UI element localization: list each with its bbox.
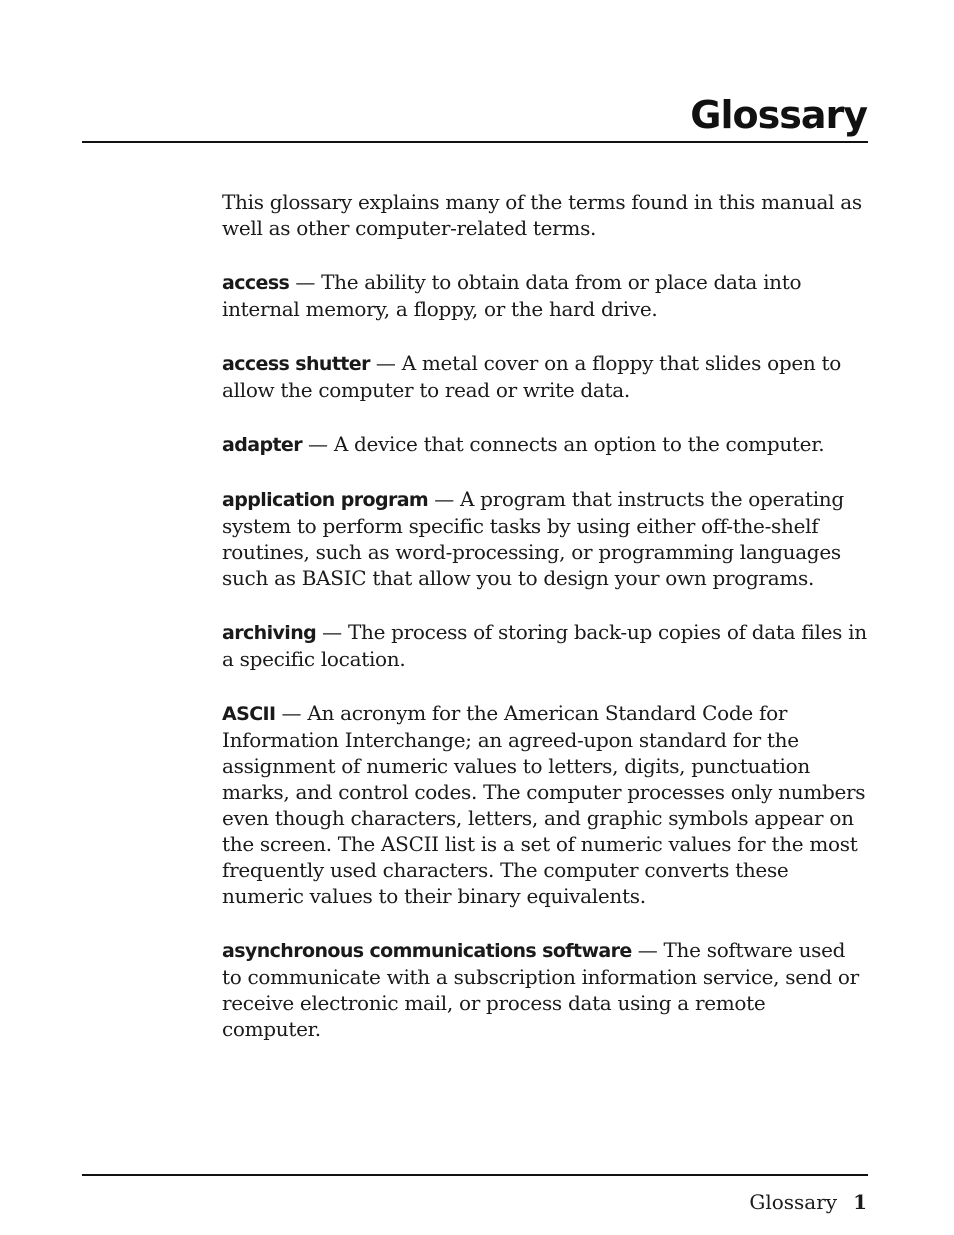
entry-definition: A device that connects an option to the computer. [333,432,825,456]
entry-definition: The ability to obtain data from or place data into internal memory, a floppy, or the hard drive. [222,270,802,321]
glossary-entry [222,700,867,909]
footer-label: Glossary [749,1190,838,1214]
entry-definition: An acronym for the American Standard Code for Information Interchange; an agreed-upon standard for the assignment of numeric values to letters, digits, punctuation marks, and control codes. The computer processes only numbers even though characters, letters, and graphic symbols appear on the screen. The ASCII list is a set of numeric values for the most frequently used characters. The computer converts these numeric values to their binary equivalents. [222,701,866,908]
glossary-entry [222,269,867,322]
entry-separator: — [275,701,308,725]
entry-term: ASCII [222,703,276,725]
entry-definition: The process of storing back-up copies of data files in a specific location. [222,620,867,671]
page-number: 1 [853,1190,867,1214]
entry-term: application program [222,489,429,511]
entry-separator: — [369,351,402,375]
glossary-entry [222,619,867,672]
entry-definition: A metal cover on a floppy that slides open to allow the computer to read or write data. [222,351,842,402]
entry-separator: — [289,270,322,294]
header-rule [82,141,868,143]
footer-rule [82,1174,868,1176]
entry-definition: A program that instructs the operating system to perform specific tasks by using either off-the-shelf routines, such as word-processing, or programming languages such as BASIC that allow you to design your own programs. [222,487,844,590]
entry-term: access [222,272,290,294]
entry-term: archiving [222,622,317,644]
entry-separator: — [316,620,348,644]
entry-separator: — [631,938,664,962]
entry-term: access shutter [222,353,370,375]
glossary-entry [222,937,867,1042]
glossary-entry [222,350,867,403]
glossary-content [222,189,867,1070]
glossary-entry [222,486,867,591]
entry-separator: — [301,432,334,456]
page-footer [749,1188,867,1216]
page-title: Glossary [690,93,867,137]
entry-separator: — [428,487,460,511]
glossary-entry [222,431,867,458]
entry-definition: The software used to communicate with a subscription information service, send or receive electronic mail, or process data using a remote computer. [222,938,859,1041]
entry-term: adapter [222,434,302,456]
entry-term: asynchronous communications software [222,940,632,962]
intro-paragraph: This glossary explains many of the terms found in this manual as well as other computer-related terms. [222,190,862,240]
